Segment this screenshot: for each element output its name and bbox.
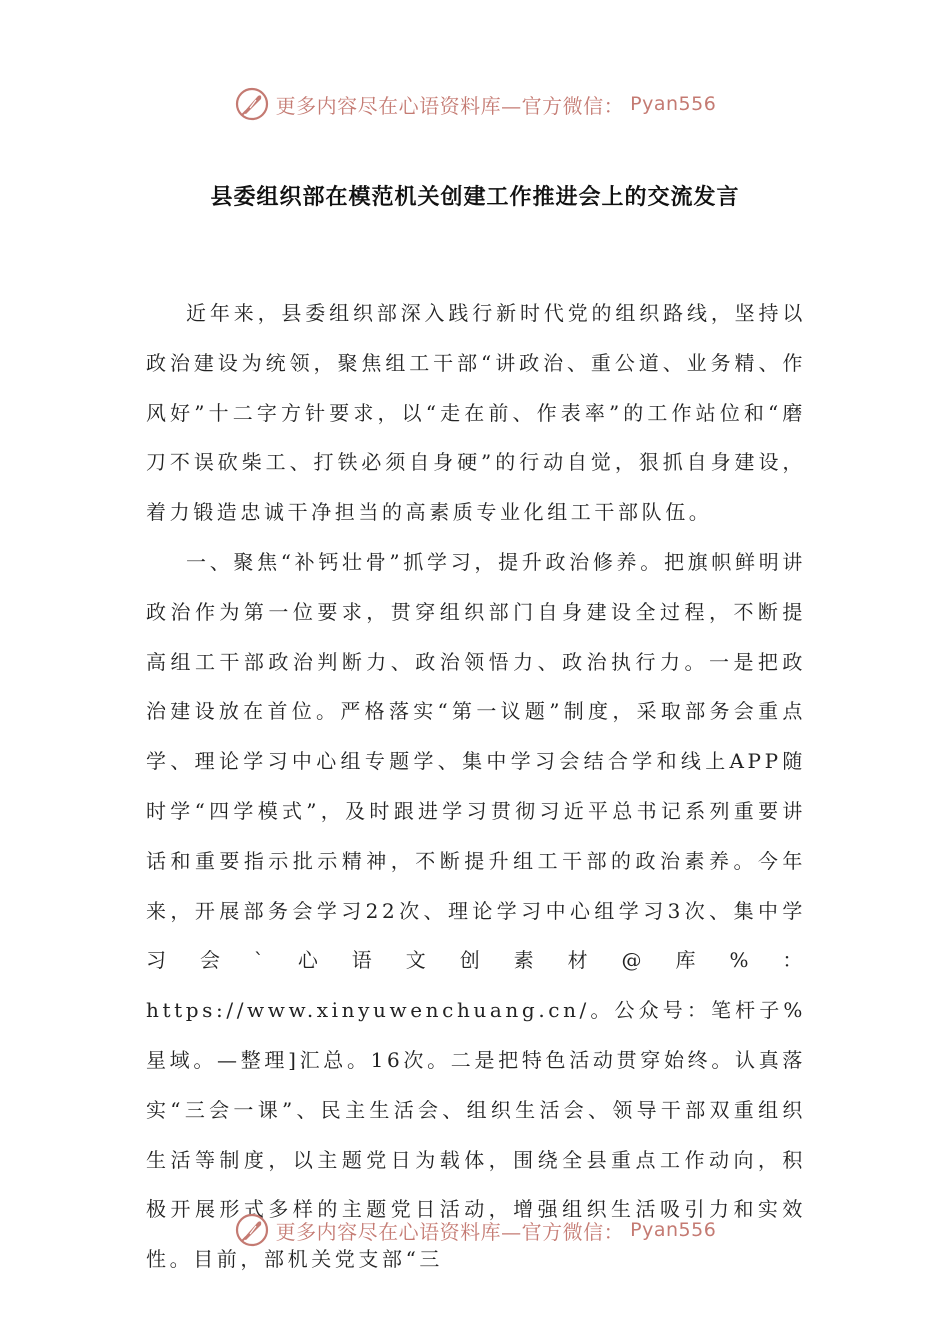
watermark-wechat-id: Pyan556 — [630, 93, 717, 115]
watermark-wechat-id: Pyan556 — [630, 1219, 717, 1241]
paragraph-section-one: 一、聚焦“补钙壮骨”抓学习，提升政治修养。把旗帜鲜明讲政治作为第一位要求，贯穿组织部门自身建设全过程，不断提高组工干部政治判断力、政治领悟力、政治执行力。一是把政治建设放在首位。严格落实“第一议题”制度，采取部务会重点学、理论学习中心组专题学、集中学习会结合学和线上APP随时学“四学模式”，及时跟进学习贯彻习近平总书记系列重要讲话和重要指示批示精神，不断提升组工干部的政治素养。今年来，开展部务会学习22次、理论学习中心组学习3次、集中学习会`心语文创素材@库%：https://www.xinyuwenchuang.cn/。公众号：笔杆子%星域。—整理]汇总。16次。二是把特色活动贯穿始终。认真落实“三会一课”、民主生活会、组织生活会、领导干部双重组织生活等制度，以主题党日为载体，围绕全县重点工作动向，积极开展形式多样的主题党日活动，增强组织生活吸引力和实效性。目前，部机关党支部“三 — [146, 549, 806, 1272]
document-title: 县委组织部在模范机关创建工作推进会上的交流发言 — [210, 185, 740, 210]
footer-watermark — [0, 1208, 950, 1252]
watermark-text: 更多内容尽在心语资料库—官方微信： — [275, 93, 625, 118]
document-body — [146, 289, 806, 1285]
feather-pen-logo-icon — [234, 86, 270, 122]
feather-pen-logo-icon — [234, 1212, 270, 1248]
paragraph-intro: 近年来，县委组织部深入践行新时代党的组织路线，坚持以政治建设为统领，聚焦组工干部“讲政治、重公道、业务精、作风好”十二字方针要求，以“走在前、作表率”的工作站位和“磨刀不误砍柴工、打铁必须自身硬”的行动自觉，狠抓自身建设，着力锻造忠诚干净担当的高素质专业化组工干部队伍。 — [146, 301, 806, 525]
header-watermark — [0, 82, 950, 126]
watermark-text: 更多内容尽在心语资料库—官方微信： — [275, 1219, 625, 1244]
